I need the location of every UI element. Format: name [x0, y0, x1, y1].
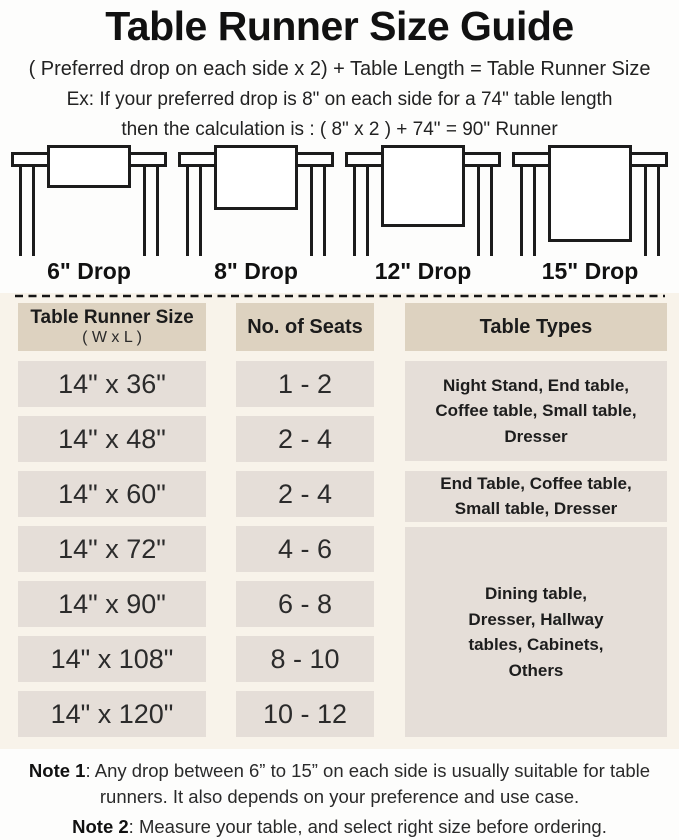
seats-cell: 8 - 10: [236, 636, 374, 682]
page-title: Table Runner Size Guide: [105, 3, 574, 49]
table-runner-6in-drawing: [9, 144, 169, 256]
runner-size-header: [18, 303, 206, 351]
table-types-text: End Table, Coffee table, Small table, Dresser: [440, 473, 632, 518]
note-2: [0, 814, 679, 840]
drop-label: 8" Drop: [214, 258, 298, 285]
table-types-header: Table Types: [405, 303, 667, 351]
table-drop-figure-6in: [9, 144, 169, 284]
note-2-text: : Measure your table, and select right size before ordering.: [128, 815, 607, 837]
note-1-label: Note 1: [28, 760, 86, 782]
table-drop-figure-15in: [510, 144, 670, 284]
runner-size-header-line2: ( W x L ): [82, 328, 142, 346]
dashed-divider: [0, 285, 679, 291]
example-line-2: then the calculation is : ( 8" x 2 ) + 74" = 90" Runner: [121, 119, 558, 141]
table-runner-12in-drawing: [343, 144, 503, 256]
drop-label: 15" Drop: [541, 258, 639, 285]
column-runner-size: [18, 303, 206, 737]
table-types-cell-small: [405, 361, 667, 461]
notes-section: [0, 749, 679, 840]
size-cell: 14" x 90": [18, 581, 206, 627]
seats-cell: 2 - 4: [236, 416, 374, 462]
table-runner-15in-drawing: [510, 144, 670, 256]
table-drop-figure-8in: [176, 144, 336, 284]
column-seats: [236, 303, 374, 737]
example-line-1: Ex: If your preferred drop is 8" on each side for a 74" table length: [66, 89, 613, 111]
drop-illustrations: [0, 144, 679, 284]
drop-label: 12" Drop: [374, 258, 472, 285]
drop-label: 6" Drop: [47, 258, 131, 285]
table-types-text: Night Stand, End table, Coffee table, Small table, Dresser: [435, 375, 637, 446]
size-cell: 14" x 108": [18, 636, 206, 682]
size-cell: 14" x 48": [18, 416, 206, 462]
table-drop-figure-12in: [343, 144, 503, 284]
seats-cell: 4 - 6: [236, 526, 374, 572]
size-table: [0, 293, 679, 749]
column-table-types: [405, 303, 667, 737]
note-1: [10, 758, 670, 810]
table-types-cell-large: [405, 527, 667, 737]
size-cell: 14" x 120": [18, 691, 206, 737]
table-runner-8in-drawing: [176, 144, 336, 256]
formula-text: ( Preferred drop on each side x 2) + Table Length = Table Runner Size: [28, 58, 651, 81]
seats-cell: 6 - 8: [236, 581, 374, 627]
table-types-text: Dining table, Dresser, Hallway tables, Cabinets, Others: [468, 584, 604, 680]
note-2-label: Note 2: [72, 815, 129, 837]
dashed-line: [15, 294, 665, 298]
seats-cell: 2 - 4: [236, 471, 374, 517]
seats-cell: 10 - 12: [236, 691, 374, 737]
size-cell: 14" x 72": [18, 526, 206, 572]
note-1-text: : Any drop between 6” to 15” on each side is usually suitable for table runners. It also depends on your preference and use case.: [85, 760, 651, 807]
runner-size-header-line1: Table Runner Size: [30, 306, 194, 328]
header-section: [0, 0, 679, 141]
size-cell: 14" x 60": [18, 471, 206, 517]
seats-cell: 1 - 2: [236, 361, 374, 407]
seats-header: No. of Seats: [236, 303, 374, 351]
table-types-cell-medium: [405, 471, 667, 522]
size-cell: 14" x 36": [18, 361, 206, 407]
